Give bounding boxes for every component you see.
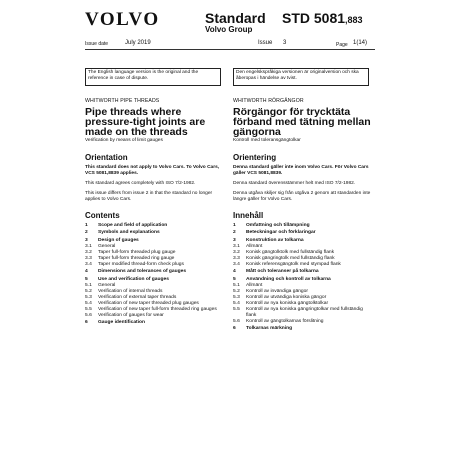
- orientation-para-1-en: This standard does not apply to Volvo Cars. To Volvo Cars, VCS 5081,8839 applies.: [85, 165, 220, 176]
- issue-value: 3: [283, 40, 287, 46]
- toc-entry-label: Kontroll av utvändiga koniska gängor: [246, 294, 327, 300]
- toc-entry-number: 2: [85, 230, 88, 236]
- orientation-para-2-sv: Denna standard överensstämmer helt med ISO 7/2-1982.: [233, 181, 356, 186]
- toc-entry-label: Användning och kontroll av tolkarna: [246, 276, 331, 282]
- orientation-para-1-sv: Denna standard gäller inte inom Volvo Cars. För Volvo Cars gäller VCS 5081,8839.: [233, 165, 369, 176]
- toc-entry-number: 5.4: [233, 300, 240, 306]
- toc-entry-number: 5.6: [85, 313, 92, 319]
- toc-entry-label: Konisk referensgängtolk med stympad flank: [246, 261, 341, 267]
- toc-entry-label: Verification of gauges for wear: [98, 313, 164, 319]
- toc-entry-number: 5: [85, 276, 88, 282]
- toc-entry-number: 3: [233, 237, 236, 243]
- toc-entry-label: Konisk gängringtolk med fullständig flank: [246, 255, 335, 261]
- orientation-heading-sv: Orientering: [233, 153, 277, 162]
- toc-entry-label: Use and verification of gauges: [98, 276, 169, 282]
- toc-entry-label: Scope and field of application: [98, 223, 168, 228]
- toc-entry-number: 5: [233, 276, 236, 282]
- language-note-en: The English language version is the original and the reference in case of dispute.: [85, 68, 221, 86]
- toc-entry-label: Beteckningar och förklaringar: [246, 230, 316, 236]
- toc-entry[interactable]: [85, 269, 225, 275]
- standard-number-suffix: ,883: [345, 15, 363, 25]
- toc-entry-label: Kontroll av gängtolkarnas förslitning: [246, 319, 324, 325]
- toc-entry-number: 5.1: [233, 282, 240, 288]
- toc-entry-number: 5.2: [233, 288, 240, 294]
- toc-entry-number: 1: [85, 223, 88, 228]
- standard-label: Standard: [205, 10, 266, 26]
- toc-entry-number: 3.3: [233, 255, 240, 261]
- document-title-en: Pipe threads where pressure-tight joints are made on the threads: [85, 106, 206, 138]
- toc-entry-label: Tolkarnas märkning: [246, 326, 293, 332]
- issue-label: Issue: [258, 40, 273, 46]
- toc-entry[interactable]: [85, 223, 225, 229]
- language-note-sv: Den engelskspråkiga versionen är originalversion och ska åberopas i händelse av tvist.: [233, 68, 369, 86]
- toc-entry-label: General: [98, 282, 116, 288]
- toc-entry-label: Taper full-form threaded ring gauge: [98, 255, 175, 261]
- toc-entry-number: 3.3: [85, 255, 92, 261]
- toc-entry[interactable]: [233, 262, 373, 268]
- toc-entry[interactable]: [233, 326, 373, 332]
- orientation-para-3-sv: Denna utgåva skiljer sig från utgåva 2 genom att standarden inte längre gäller för Volvo Cars.: [233, 191, 371, 202]
- volvo-logo: VOLVO: [85, 9, 160, 30]
- header-divider: [85, 49, 375, 50]
- contents-heading-en: Contents: [85, 211, 120, 220]
- toc-entry-number: 5.5: [233, 306, 240, 312]
- standard-number: [282, 10, 363, 26]
- toc-entry-label: Konisk gängtolktolk med fullständig flank: [246, 249, 335, 255]
- page-label: Page: [336, 42, 348, 48]
- subject-caps-sv: WHITWORTH RÖRGÄNGOR: [233, 98, 304, 104]
- toc-entry-label: Omfattning och tillämpning: [246, 223, 310, 228]
- toc-entry-label: Taper modified thread-form check plugs: [98, 261, 184, 267]
- toc-entry[interactable]: [233, 223, 373, 229]
- orientation-para-2-en: This standard agrees completely with ISO 7/2-1982.: [85, 181, 196, 186]
- toc-entry-label: Verification of external taper threads: [98, 294, 177, 300]
- english-column: [85, 98, 225, 326]
- toc-entry-number: 1: [233, 223, 236, 228]
- toc-entry-number: 6: [233, 326, 236, 332]
- toc-entry-number: 3.2: [233, 249, 240, 255]
- standard-number-main: STD 5081: [282, 10, 346, 26]
- document-subtitle-en: Verification by means of limit gauges: [85, 138, 163, 143]
- toc-entry-number: 3: [85, 237, 88, 243]
- toc-entry-label: Allmänt: [246, 282, 263, 288]
- issue-date-label: Issue date: [85, 41, 109, 47]
- issue-date-value: July 2019: [125, 40, 151, 46]
- toc-entry[interactable]: [85, 320, 225, 326]
- toc-entry-number: 3.1: [85, 243, 92, 249]
- table-of-contents-en: [85, 223, 225, 326]
- toc-entry-number: 3.4: [85, 261, 92, 267]
- toc-entry-number: 3.2: [85, 249, 92, 255]
- toc-entry-label: Taper full-form threaded plug gauge: [98, 249, 176, 255]
- toc-entry[interactable]: [233, 307, 373, 319]
- toc-entry-number: 5.4: [85, 300, 92, 306]
- toc-entry-number: 5.5: [85, 306, 92, 312]
- toc-entry-number: 5.3: [233, 294, 240, 300]
- toc-entry-number: 3.1: [233, 243, 240, 249]
- organization-name: Volvo Group: [205, 25, 253, 34]
- toc-entry-number: 5.1: [85, 282, 92, 288]
- toc-entry-label: General: [98, 243, 116, 249]
- page-value: 1(14): [353, 40, 368, 46]
- toc-entry-label: Mått och toleranser på tolkarna: [246, 269, 319, 275]
- orientation-heading-en: Orientation: [85, 153, 128, 162]
- toc-entry-number: 2: [233, 230, 236, 236]
- toc-entry-number: 4: [85, 269, 88, 275]
- toc-entry-label: Kontroll av nya koniska gängtolktolkar: [246, 300, 329, 306]
- toc-entry[interactable]: [85, 262, 225, 268]
- toc-entry-number: 3.4: [233, 261, 240, 267]
- toc-entry-label: Verification of new taper full-form threaded ring gauges: [98, 306, 217, 312]
- toc-entry-label: Dimensions and tolerances of gauges: [98, 269, 187, 275]
- document-subtitle-sv: Kontroll med toleransgängtolkar: [233, 138, 301, 143]
- orientation-para-3-en: This issue differs from issue 2 in that the standard no longer applies to Volvo Cars.: [85, 191, 213, 202]
- toc-entry[interactable]: [85, 313, 225, 319]
- toc-entry[interactable]: [233, 230, 373, 236]
- toc-entry-number: 5.6: [233, 319, 240, 325]
- subject-caps-en: WHITWORTH PIPE THREADS: [85, 98, 160, 104]
- toc-entry-label: Konstruktion av tolkarna: [246, 237, 304, 243]
- toc-entry-label: Design of gauges: [98, 237, 139, 243]
- toc-entry-number: 5.2: [85, 288, 92, 294]
- toc-entry[interactable]: [233, 269, 373, 275]
- toc-entry-number: 6: [85, 320, 88, 326]
- toc-entry-label: Gauge identification: [98, 320, 146, 326]
- toc-entry-label: Kontroll av nya koniska gängringtolkar med fullständig flank: [246, 306, 363, 319]
- toc-entry-label: Verification of new taper threaded plug gauges: [98, 300, 199, 306]
- toc-entry-label: Kontroll av invändiga gängor: [246, 288, 308, 294]
- toc-entry-label: Verification of internal threads: [98, 288, 163, 294]
- document-title-sv: Rörgängor för trycktäta förband med tätning mellan gängorna: [233, 106, 371, 138]
- toc-entry-number: 5.3: [85, 294, 92, 300]
- toc-entry[interactable]: [85, 230, 225, 236]
- contents-heading-sv: Innehåll: [233, 211, 264, 220]
- table-of-contents-sv: [233, 223, 373, 333]
- toc-entry-label: Allmänt: [246, 243, 263, 249]
- toc-entry-label: Symbols and explanations: [98, 230, 160, 236]
- toc-entry[interactable]: [233, 319, 373, 325]
- swedish-column: [233, 98, 373, 333]
- toc-entry-number: 4: [233, 269, 236, 275]
